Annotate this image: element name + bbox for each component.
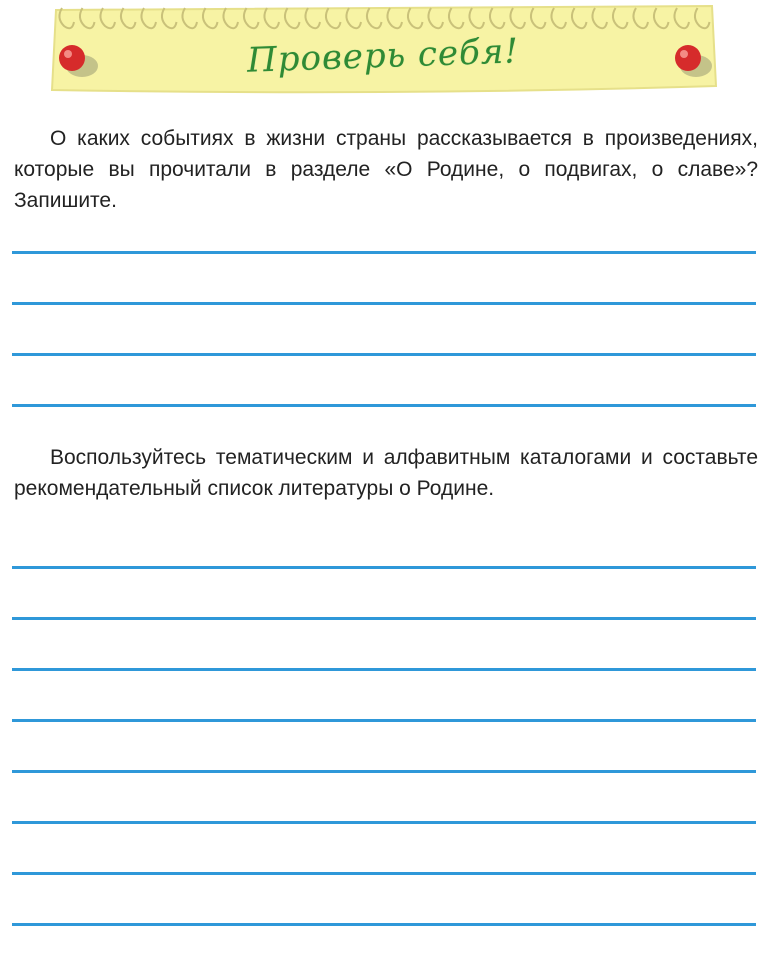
answer-line[interactable] bbox=[12, 302, 756, 305]
banner-title: Проверь себя! bbox=[246, 31, 520, 81]
answer-line[interactable] bbox=[12, 668, 756, 671]
answer-line[interactable] bbox=[12, 821, 756, 824]
answer-line[interactable] bbox=[12, 872, 756, 875]
task-1-text: О каких событиях в жизни страны рассказывается в произведениях, которые вы прочитали в разделе «О Родине, о подвигах, о славе»? Запишите. bbox=[14, 127, 758, 212]
answer-line[interactable] bbox=[12, 404, 756, 407]
answer-line[interactable] bbox=[12, 353, 756, 356]
answer-line[interactable] bbox=[12, 923, 756, 926]
task-2-text: Воспользуйтесь тематическим и алфавитным каталогами и составьте рекомендательный список литературы о Родине. bbox=[14, 446, 758, 500]
answer-line[interactable] bbox=[12, 251, 756, 254]
answer-line[interactable] bbox=[12, 719, 756, 722]
answer-line[interactable] bbox=[12, 617, 756, 620]
header-banner bbox=[48, 4, 718, 96]
answer-line[interactable] bbox=[12, 770, 756, 773]
answer-line[interactable] bbox=[12, 566, 756, 569]
